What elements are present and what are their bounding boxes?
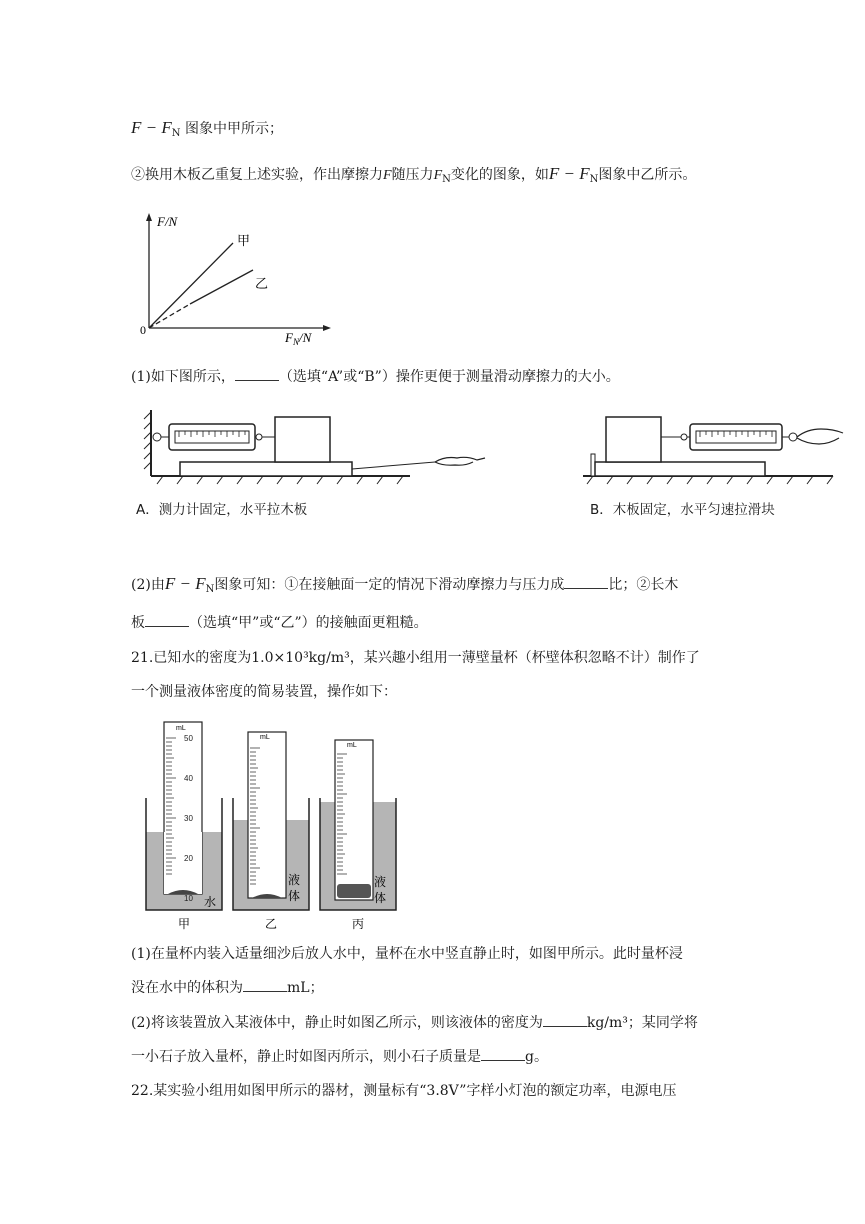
text-line-1	[131, 118, 283, 139]
cylinder-bing	[335, 740, 373, 900]
q21-2b-post: g。	[525, 1049, 548, 1065]
cylinder-yi	[248, 732, 286, 898]
q21-blank-3	[481, 1048, 525, 1061]
line2-pre: ②换用木板乙重复上述实验，作出摩擦力	[131, 167, 383, 183]
svg-text:40: 40	[184, 774, 193, 783]
svg-text:mL: mL	[260, 734, 270, 741]
graph-label-jia: 甲	[237, 234, 251, 249]
svg-text:液: 液	[288, 873, 301, 887]
math-FN-3: F	[579, 164, 590, 183]
q21-2b-pre: 一小石子放入量杯，静止时如图丙所示，则小石子质量是	[131, 1049, 481, 1065]
math-FN-2: F	[433, 168, 443, 183]
setup-b-figure	[578, 402, 848, 492]
graph-origin: 0	[140, 323, 146, 337]
question-21-line2: 一个测量液体密度的简易装置，操作如下：	[131, 684, 397, 700]
q2b-post: （选填“甲”或“乙”）的接触面更粗糙。	[189, 615, 428, 631]
q2-pre: (2)由	[131, 577, 165, 593]
board-b	[595, 462, 765, 476]
hand-a	[435, 457, 485, 465]
svg-text:液: 液	[374, 875, 387, 889]
math-F-4: F	[164, 574, 176, 593]
q21-1b-pre: 没在水中的体积为	[131, 980, 243, 996]
question-22: 22.某实验小组用如图甲所示的器材，测量标有“3.8V”字样小灯泡的额定功率，电源电压	[131, 1083, 677, 1099]
question-1	[131, 366, 620, 386]
svg-text:50: 50	[184, 734, 193, 743]
math-minus-3: −	[175, 574, 196, 593]
svg-text:甲: 甲	[178, 917, 191, 931]
q1-pre: (1)如下图所示，	[131, 369, 235, 385]
question-2-cont	[131, 612, 428, 632]
text-line-2	[131, 164, 696, 185]
block-a	[275, 417, 330, 462]
math-F-2: F	[383, 168, 392, 183]
svg-text:30: 30	[184, 814, 193, 823]
q21-blank-1	[243, 979, 287, 992]
math-sub-N-2: N	[442, 174, 451, 185]
question-21-line1: 21.已知水的密度为1.0×10³kg/m³，某兴趣小组用一薄壁量杯（杯壁体积忽略不计）制作了	[131, 650, 700, 666]
question-2	[131, 574, 678, 595]
math-F-3: F	[548, 164, 560, 183]
svg-text:乙: 乙	[265, 917, 278, 931]
friction-graph	[135, 210, 335, 345]
q21-blank-2	[543, 1014, 587, 1027]
math-FN-4: F	[195, 574, 206, 593]
math-sub-N-4: N	[205, 584, 215, 595]
svg-text:体: 体	[374, 891, 387, 905]
block-b	[606, 417, 661, 462]
math-F: F	[131, 118, 142, 137]
graph-xlabel: $F_N/N$	[285, 330, 312, 345]
q2-blank-1	[564, 576, 608, 589]
q21-2a-post: kg/m³；某同学将	[586, 1015, 698, 1031]
line2-mid: 随压力	[391, 167, 434, 183]
line-jia	[149, 243, 233, 328]
graph-label-yi: 乙	[255, 277, 269, 292]
q21-part2-line1	[131, 1012, 698, 1032]
cylinders-figure	[140, 718, 410, 933]
svg-text:体: 体	[288, 889, 301, 903]
q21-part2-line2	[131, 1046, 548, 1066]
line2-post: 图象中乙所示。	[598, 167, 697, 183]
svg-text:10: 10	[184, 894, 193, 903]
caption-a: A．测力计固定，水平拉木板	[136, 502, 308, 518]
math-sub-N-3: N	[589, 174, 599, 185]
q1-blank	[235, 368, 279, 381]
q21-2a-pre: (2)将该装置放入某液体中，静止时如图乙所示，则该液体的密度为	[131, 1015, 543, 1031]
hand-b	[797, 429, 843, 444]
q2b-pre: 板	[131, 615, 145, 631]
line2-mid2: 变化的图象，如	[450, 167, 549, 183]
caption-b: B．木板固定，水平匀速拉滑块	[590, 502, 775, 518]
svg-text:丙: 丙	[352, 917, 365, 931]
svg-text:20: 20	[184, 854, 193, 863]
math-sub-N: N	[171, 128, 181, 139]
line1-suffix: 图象中甲所示；	[184, 121, 283, 137]
svg-text:mL: mL	[347, 742, 357, 749]
math-minus-2: −	[559, 164, 580, 183]
q21-part1-line1: (1)在量杯内装入适量细沙后放人水中，量杯在水中竖直静止时，如图甲所示。此时量杯浸	[131, 946, 683, 962]
q1-post: （选填“A”或“B”）操作更便于测量滑动摩擦力的大小。	[278, 369, 620, 385]
board-a	[180, 462, 352, 476]
q2-post: 比；②长木	[608, 577, 679, 593]
svg-text:水: 水	[204, 895, 217, 909]
svg-text:mL: mL	[176, 725, 186, 732]
q2-blank-2	[145, 614, 189, 627]
setup-a-figure	[135, 402, 495, 492]
q21-1b-post: mL；	[287, 980, 324, 996]
math-FN: F	[161, 118, 172, 137]
math-minus: −	[141, 118, 162, 137]
graph-ylabel: F/N	[157, 214, 178, 229]
q21-part1-line2	[131, 977, 324, 997]
q2-mid: 图象可知：①在接触面一定的情况下滑动摩擦力与压力成	[214, 577, 565, 593]
